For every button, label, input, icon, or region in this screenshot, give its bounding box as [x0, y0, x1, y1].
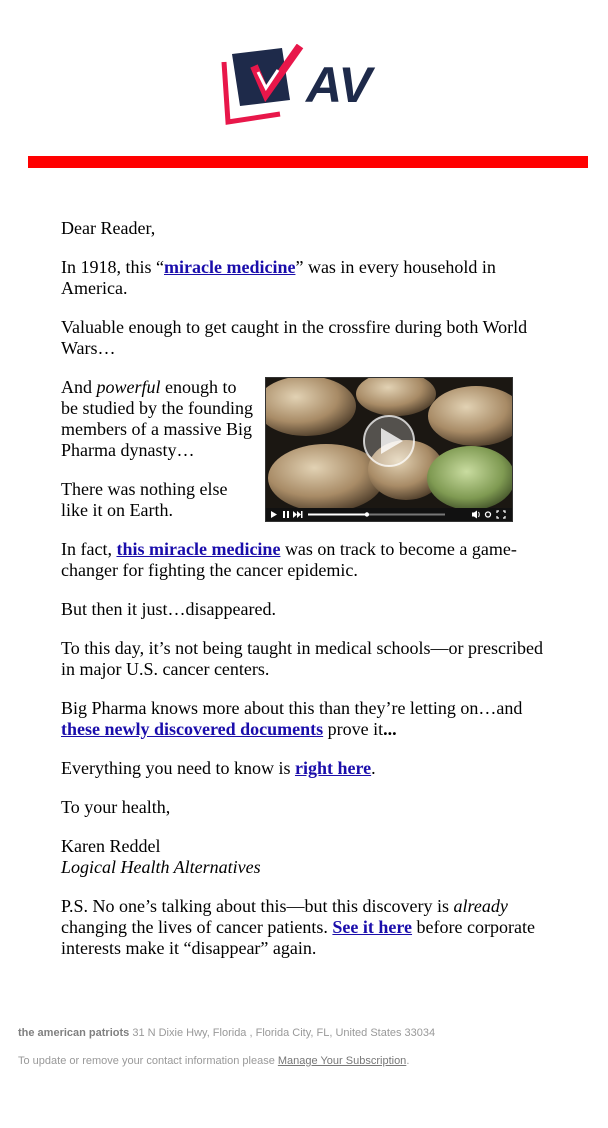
paragraph-8: [61, 698, 545, 740]
brand-logo: [220, 44, 396, 126]
header-divider-bar: [28, 156, 588, 168]
text: And: [61, 377, 97, 397]
signature: [61, 836, 545, 878]
text: To update or remove your contact information please: [18, 1055, 278, 1067]
paragraph-7: To this day, it’s not being taught in medical schools—or prescribed in major U.S. cancer centers.: [61, 638, 543, 679]
text: In 1918, this “: [61, 257, 164, 277]
text: .: [406, 1055, 410, 1067]
footer-address: 31 N Dixie Hwy, Florida , Florida City, FL, United States 33034: [129, 1027, 436, 1039]
video-player[interactable]: [265, 377, 513, 522]
text: .: [371, 758, 376, 778]
play-circle-icon[interactable]: [364, 416, 414, 466]
paragraph-5: [61, 539, 545, 581]
paragraph-9: [61, 758, 545, 779]
paragraph-1: [61, 257, 545, 299]
logo-text: AV: [306, 57, 372, 113]
right-here-link[interactable]: right here: [294, 758, 372, 778]
emphasis-text: already: [453, 896, 508, 916]
paragraph-4: There was nothing else like it on Earth.: [61, 479, 228, 520]
closing: To your health,: [61, 797, 171, 817]
this-miracle-medicine-link[interactable]: this miracle medicine: [116, 539, 281, 559]
text: P.S. No one’s talking about this—but this discovery is: [61, 896, 454, 916]
ellipsis-text: ...: [383, 719, 397, 739]
paragraph-2: Valuable enough to get caught in the crossfire during both World Wars…: [61, 317, 528, 358]
text: changing the lives of cancer patients.: [61, 917, 333, 937]
video-progress-fill: [308, 514, 367, 516]
text: prove it: [323, 719, 384, 739]
footer-address-line: [18, 1026, 588, 1040]
manage-subscription-link[interactable]: Manage Your Subscription: [277, 1055, 407, 1067]
see-it-here-link[interactable]: See it here: [332, 917, 413, 937]
postscript: [61, 896, 545, 959]
video-progress-handle[interactable]: [365, 512, 369, 516]
email-footer: [18, 1026, 588, 1068]
miracle-medicine-link[interactable]: miracle medicine: [164, 257, 296, 277]
text: In fact,: [61, 539, 117, 559]
text: Big Pharma knows more about this than they’re letting on…and: [61, 698, 523, 718]
greeting: Dear Reader,: [61, 218, 156, 238]
text: ” was in every household in America.: [61, 257, 496, 298]
paragraph-6: But then it just…disappeared.: [61, 599, 276, 619]
text: enough to be studied by the founding members of a massive Big Pharma dynasty…: [61, 377, 253, 460]
newly-discovered-documents-link[interactable]: these newly discovered documents: [61, 719, 324, 739]
footer-update-line: [18, 1054, 588, 1068]
text: Everything you need to know is: [61, 758, 295, 778]
header-logo-area: [0, 44, 608, 126]
letter-body: [61, 218, 545, 977]
footer-org-name: the american patriots: [18, 1027, 130, 1039]
signature-organization: Logical Health Alternatives: [61, 857, 261, 877]
text: before corporate interests make it “disappear” again.: [61, 917, 535, 958]
emphasis-text: powerful: [96, 377, 161, 397]
signature-name: Karen Reddel: [61, 836, 161, 856]
text: was on track to become a game-changer for fighting the cancer epidemic.: [61, 539, 517, 580]
